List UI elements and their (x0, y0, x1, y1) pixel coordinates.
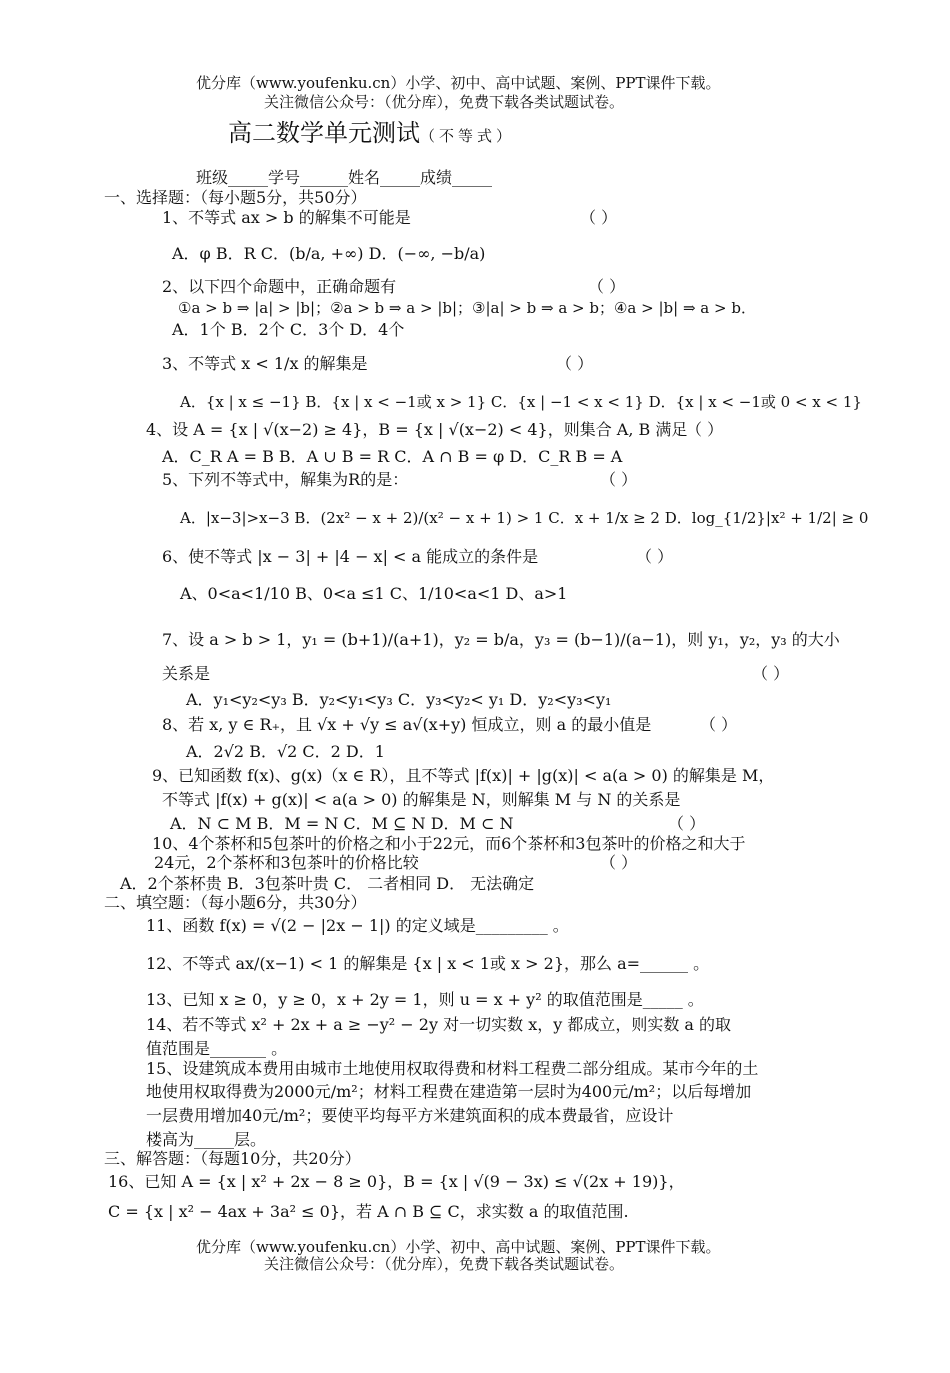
q7-continuation: 关系是 (162, 664, 211, 683)
q15-line-3: 一层费用增加40元/m²；要使平均每平方米建筑面积的成本费最省，应设计 (146, 1106, 674, 1125)
section-choice: 一、选择题：（每小题5分，共50分） (104, 188, 367, 207)
q2-propositions: ①a > b ⇒ |a| > |b|；②a > b ⇒ a > |b|；③|a| > b ⇒ a > b；④a > |b| ⇒ a > b． (178, 299, 756, 317)
q9-answer-paren: （ ） (668, 814, 706, 833)
q4-stem: 4、设 A = {x | √(x−2) ≥ 4}，B = {x | √(x−2) < 4}，则集合 A, B 满足 (146, 420, 688, 439)
q9-stem: 9、已知函数 f(x)、g(x)（x ∈ R），且不等式 |f(x)| + |g(x)| < a(a > 0) 的解集是 M， (152, 766, 775, 785)
q3-stem: 3、不等式 x < 1/x 的解集是 (162, 354, 368, 373)
section-fill: 二、填空题：（每小题6分，共30分） (104, 893, 367, 912)
q16-stem: 16、已知 A = {x | x² + 2x − 8 ≥ 0}，B = {x | √(9 − 3x) ≤ √(2x + 19)}， (108, 1172, 685, 1191)
section-solve: 三、解答题：（每题10分，共20分） (104, 1149, 361, 1168)
q15-line-2: 地使用权取得费为2000元/m²；材料工程费在建造第一层时为400元/m²；以后每增加 (146, 1082, 752, 1101)
q13-stem: 13、已知 x ≥ 0，y ≥ 0，x + 2y = 1，则 u = x + y² 的取值范围是_____ 。 (146, 990, 704, 1009)
header-line-1: 优分库（www.youfenku.cn）小学、初中、高中试题、案例、PPT课件下载。 (196, 74, 721, 92)
q14-stem: 14、若不等式 x² + 2x + a ≥ −y² − 2y 对一切实数 x，y 都成立，则实数 a 的取 (146, 1015, 732, 1034)
q14-continuation: 值范围是_______ 。 (146, 1039, 288, 1058)
student-info-line: 班级_____学号______姓名_____成绩_____ (196, 168, 493, 187)
page-title (228, 118, 515, 151)
q11-stem: 11、函数 f(x) = √(2 − |2x − 1|) 的定义域是_________ 。 (146, 916, 569, 935)
q10-answer-paren: （ ） (600, 853, 638, 872)
q12-stem: 12、不等式 ax/(x−1) < 1 的解集是 {x | x < 1或 x > 2}，那么 a=______ 。 (146, 954, 710, 973)
q15-line-4: 楼高为_____层。 (146, 1130, 267, 1149)
q10-options: A．2个茶杯贵 B．3包茶叶贵 C． 二者相同 D． 无法确定 (120, 874, 535, 893)
q5-stem: 5、下列不等式中，解集为R的是： (162, 470, 409, 489)
q6-options: A、0<a<1/10 B、0<a ≤1 C、1/10<a<1 D、a>1 (180, 584, 568, 603)
q16-continuation: C = {x | x² − 4ax + 3a² ≤ 0}，若 A ∩ B ⊆ C，求实数 a 的取值范围. (108, 1202, 629, 1221)
q2-stem: 2、以下四个命题中，正确命题有 (162, 277, 397, 296)
q4-answer-paren: （ ） (686, 420, 724, 439)
q9-options: A．N ⊂ M B．M = N C．M ⊆ N D．M ⊂ N (170, 814, 514, 833)
q6-stem: 6、使不等式 |x − 3| + |4 − x| < a 能成立的条件是 (162, 547, 539, 566)
footer-line-1: 优分库（www.youfenku.cn）小学、初中、高中试题、案例、PPT课件下载。 (196, 1238, 721, 1256)
q3-options: A．{x | x ≤ −1} B．{x | x < −1或 x > 1} C．{x | −1 < x < 1} D．{x | x < −1或 0 < x < 1} (180, 393, 862, 411)
q8-options: A．2√2 B．√2 C．2 D．1 (186, 742, 385, 761)
q6-answer-paren: （ ） (636, 547, 674, 566)
q8-answer-paren: （ ） (700, 715, 738, 734)
q10-continuation: 24元，2个茶杯和3包茶叶的价格比较 (154, 853, 419, 872)
q4-options: A．C_R A = B B．A ∪ B = R C．A ∩ B = φ D．C_R B = A (162, 447, 623, 466)
q5-answer-paren: （ ） (600, 470, 638, 489)
footer-line-2: 关注微信公众号：（优分库），免费下载各类试题试卷。 (264, 1255, 625, 1273)
q1-stem: 1、不等式 ax > b 的解集不可能是 (162, 208, 411, 227)
title-main: 高二数学单元测试 (228, 119, 420, 147)
q7-stem: 7、设 a > b > 1，y₁ = (b+1)/(a+1)，y₂ = b/a，y₃ = (b−1)/(a−1)，则 y₁，y₂，y₃ 的大小 (162, 630, 840, 649)
q9-continuation: 不等式 |f(x) + g(x)| < a(a > 0) 的解集是 N，则解集 M 与 N 的关系是 (162, 790, 681, 809)
q2-answer-paren: （ ） (588, 277, 626, 296)
q7-options: A．y₁<y₂<y₃ B．y₂<y₁<y₃ C．y₃<y₂< y₁ D．y₂<y₃<y₁ (186, 690, 612, 709)
q7-answer-paren: （ ） (752, 664, 790, 683)
q2-options: A．1个 B．2个 C．3个 D．4个 (172, 320, 405, 339)
header-line-2: 关注微信公众号：（优分库），免费下载各类试题试卷。 (264, 93, 625, 111)
q1-answer-paren: （ ） (580, 208, 618, 227)
q1-options: A．φ B．R C．(b/a, +∞) D．(−∞, −b/a) (172, 244, 486, 263)
q8-stem: 8、若 x, y ∈ R₊，且 √x + √y ≤ a√(x+y) 恒成立，则 a 的最小值是 (162, 715, 652, 734)
title-sub: （不等式） (420, 127, 516, 145)
q10-stem: 10、4个茶杯和5包茶叶的价格之和小于22元，而6个茶杯和3包茶叶的价格之和大于 (152, 834, 746, 853)
q3-answer-paren: （ ） (556, 354, 594, 373)
q5-options: A．|x−3|>x−3 B．(2x² − x + 2)/(x² − x + 1) > 1 C．x + 1/x ≥ 2 D．log_{1/2}|x² + 1/2| ≥ 0 (180, 509, 869, 527)
q15-line-1: 15、设建筑成本费用由城市土地使用权取得费和材料工程费二部分组成。某市今年的土 (146, 1059, 759, 1078)
